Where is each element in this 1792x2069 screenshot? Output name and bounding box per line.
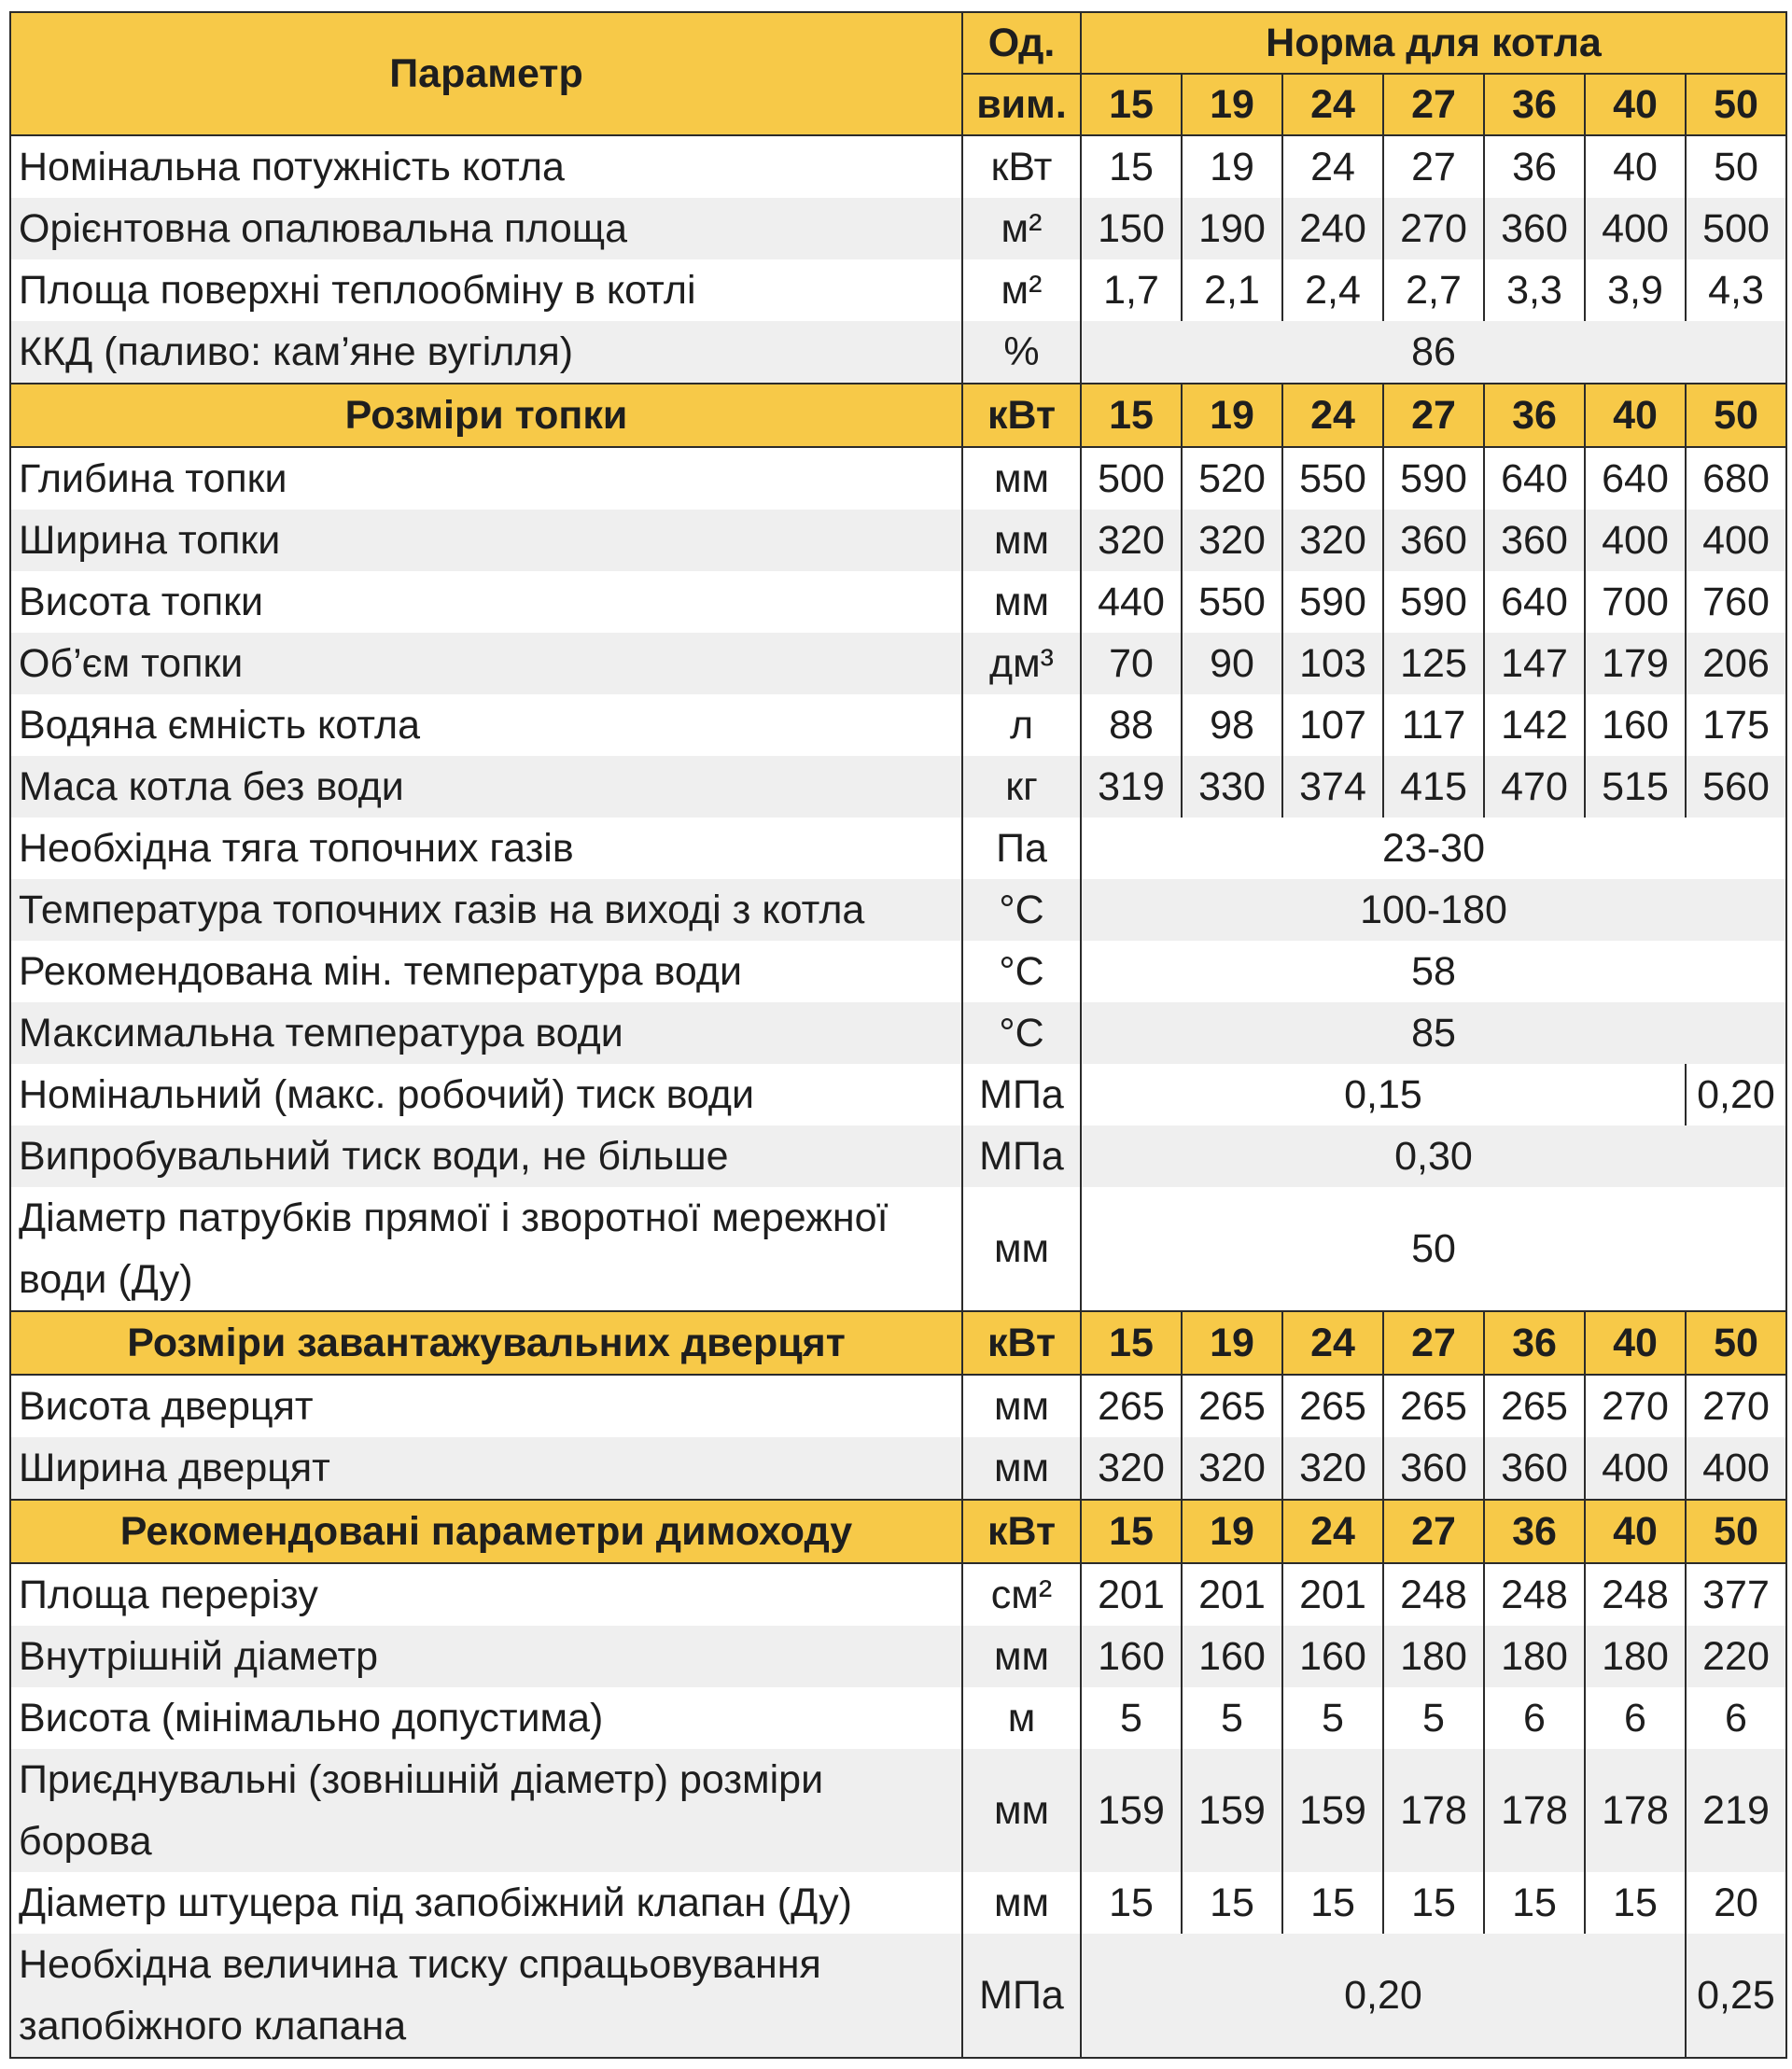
section-title: Розміри завантажувальних дверцят: [10, 1311, 962, 1375]
row-param: Водяна ємність котла: [10, 694, 962, 756]
row-value: 319: [1081, 756, 1182, 818]
row-value: 680: [1686, 447, 1786, 510]
row-param: Номінальний (макс. робочий) тиск води: [10, 1064, 962, 1125]
row-value: 50: [1686, 135, 1786, 198]
section-model: 19: [1182, 1500, 1282, 1563]
row-value: 360: [1484, 198, 1585, 259]
header-model: 27: [1383, 74, 1484, 135]
row-value: 178: [1484, 1749, 1585, 1872]
row-value: 3,3: [1484, 259, 1585, 321]
row-unit: МПа: [962, 1934, 1081, 2058]
row-param: Глибина топки: [10, 447, 962, 510]
row-value: 142: [1484, 694, 1585, 756]
row-value: 103: [1282, 633, 1383, 694]
table-row: [10, 1934, 1786, 2058]
row-value: 201: [1081, 1563, 1182, 1626]
row-param: Площа перерізу: [10, 1563, 962, 1626]
row-value: 320: [1081, 510, 1182, 571]
row-value: 6: [1484, 1687, 1585, 1749]
section-model: 27: [1383, 1500, 1484, 1563]
row-value: 15: [1585, 1872, 1686, 1934]
row-value: 160: [1182, 1626, 1282, 1687]
section-header: [10, 384, 1786, 447]
row-param: Внутрішній діаметр: [10, 1626, 962, 1687]
row-param: Орієнтовна опалювальна площа: [10, 198, 962, 259]
row-value: 2,4: [1282, 259, 1383, 321]
row-value-merged: 0,15: [1081, 1064, 1686, 1125]
row-value: 40: [1585, 135, 1686, 198]
section-model: 24: [1282, 384, 1383, 447]
row-value: 175: [1686, 694, 1786, 756]
row-value: 4,3: [1686, 259, 1786, 321]
table-row: [10, 1687, 1786, 1749]
section-model: 19: [1182, 384, 1282, 447]
row-param: Ширина дверцят: [10, 1437, 962, 1500]
section-unit: кВт: [962, 1311, 1081, 1375]
table-row: [10, 321, 1786, 384]
row-unit: °C: [962, 879, 1081, 941]
section-model: 15: [1081, 1500, 1182, 1563]
row-value-last: 0,20: [1686, 1064, 1786, 1125]
row-value: 470: [1484, 756, 1585, 818]
row-value: 400: [1585, 198, 1686, 259]
table-row: [10, 510, 1786, 571]
header-model: 36: [1484, 74, 1585, 135]
row-unit: мм: [962, 447, 1081, 510]
row-unit: м: [962, 1687, 1081, 1749]
row-value: 15: [1081, 135, 1182, 198]
row-param: Максимальна температура води: [10, 1002, 962, 1064]
row-value: 248: [1383, 1563, 1484, 1626]
row-unit: Па: [962, 818, 1081, 879]
row-value: 400: [1585, 510, 1686, 571]
row-value: 550: [1182, 571, 1282, 633]
row-value: 206: [1686, 633, 1786, 694]
row-unit: °C: [962, 1002, 1081, 1064]
section-model: 15: [1081, 384, 1182, 447]
row-param: Висота дверцят: [10, 1375, 962, 1437]
row-value: 15: [1081, 1872, 1182, 1934]
row-value: 24: [1282, 135, 1383, 198]
row-unit: л: [962, 694, 1081, 756]
row-value: 330: [1182, 756, 1282, 818]
row-value: 125: [1383, 633, 1484, 694]
section-header: [10, 1500, 1786, 1563]
table-row: [10, 1626, 1786, 1687]
row-value: 159: [1282, 1749, 1383, 1872]
row-value: 265: [1182, 1375, 1282, 1437]
row-unit: мм: [962, 1749, 1081, 1872]
row-value: 2,1: [1182, 259, 1282, 321]
row-value-merged: 23-30: [1081, 818, 1786, 879]
row-unit: м²: [962, 259, 1081, 321]
row-value: 265: [1484, 1375, 1585, 1437]
section-model: 27: [1383, 1311, 1484, 1375]
row-value: 270: [1585, 1375, 1686, 1437]
row-value: 515: [1585, 756, 1686, 818]
row-value: 150: [1081, 198, 1182, 259]
row-value-merged: 0,30: [1081, 1125, 1786, 1187]
row-param: Номінальна потужність котла: [10, 135, 962, 198]
row-value: 320: [1182, 510, 1282, 571]
boiler-spec-table: [9, 11, 1787, 2059]
table-row: [10, 1064, 1786, 1125]
table-row: [10, 135, 1786, 198]
row-value: 248: [1484, 1563, 1585, 1626]
row-value: 190: [1182, 198, 1282, 259]
row-param: Ширина топки: [10, 510, 962, 571]
row-value: 640: [1484, 571, 1585, 633]
row-value: 36: [1484, 135, 1585, 198]
header-row: [10, 12, 1786, 74]
header-model: 24: [1282, 74, 1383, 135]
row-value: 415: [1383, 756, 1484, 818]
row-value: 248: [1585, 1563, 1686, 1626]
row-value: 270: [1686, 1375, 1786, 1437]
row-value: 320: [1282, 1437, 1383, 1500]
row-value: 19: [1182, 135, 1282, 198]
row-value: 1,7: [1081, 259, 1182, 321]
table-row: [10, 879, 1786, 941]
row-param: Випробувальний тиск води, не більше: [10, 1125, 962, 1187]
table-row: [10, 1563, 1786, 1626]
section-model: 40: [1585, 1500, 1686, 1563]
section-model: 36: [1484, 1311, 1585, 1375]
table-row: [10, 1125, 1786, 1187]
row-value: 3,9: [1585, 259, 1686, 321]
row-value: 500: [1081, 447, 1182, 510]
table-row: [10, 447, 1786, 510]
row-unit: мм: [962, 1626, 1081, 1687]
row-param: Об’єм топки: [10, 633, 962, 694]
row-value: 201: [1182, 1563, 1282, 1626]
row-value-merged: 58: [1081, 941, 1786, 1002]
row-param: Висота (мінімально допустима): [10, 1687, 962, 1749]
section-model: 24: [1282, 1311, 1383, 1375]
section-model: 27: [1383, 384, 1484, 447]
row-value: 590: [1282, 571, 1383, 633]
section-model: 36: [1484, 1500, 1585, 1563]
table-row: [10, 633, 1786, 694]
row-param: Приєднувальні (зовнішній діаметр) розміри борова: [10, 1749, 962, 1872]
table-row: [10, 198, 1786, 259]
header-model: 50: [1686, 74, 1786, 135]
row-value: 5: [1282, 1687, 1383, 1749]
row-value: 640: [1484, 447, 1585, 510]
row-param: Діаметр штуцера під запобіжний клапан (Ду): [10, 1872, 962, 1934]
row-value: 520: [1182, 447, 1282, 510]
table-row: [10, 1187, 1786, 1311]
table-row: [10, 1437, 1786, 1500]
row-unit: мм: [962, 1187, 1081, 1311]
row-value-merged: 100-180: [1081, 879, 1786, 941]
row-unit: кВт: [962, 135, 1081, 198]
row-value: 15: [1182, 1872, 1282, 1934]
section-model: 40: [1585, 384, 1686, 447]
row-value-last: 0,25: [1686, 1934, 1786, 2058]
row-value: 219: [1686, 1749, 1786, 1872]
row-value: 179: [1585, 633, 1686, 694]
row-value: 500: [1686, 198, 1786, 259]
table-row: [10, 756, 1786, 818]
row-value: 107: [1282, 694, 1383, 756]
section-model: 50: [1686, 1311, 1786, 1375]
row-value: 440: [1081, 571, 1182, 633]
row-param: Висота топки: [10, 571, 962, 633]
table-row: [10, 571, 1786, 633]
row-value: 98: [1182, 694, 1282, 756]
row-unit: мм: [962, 1872, 1081, 1934]
row-value: 5: [1383, 1687, 1484, 1749]
header-model: 19: [1182, 74, 1282, 135]
header-norm: Норма для котла: [1081, 12, 1786, 74]
row-value: 560: [1686, 756, 1786, 818]
row-value: 2,7: [1383, 259, 1484, 321]
row-value: 88: [1081, 694, 1182, 756]
header-unit: Од.: [962, 12, 1081, 74]
row-value: 320: [1081, 1437, 1182, 1500]
row-value-merged: 86: [1081, 321, 1786, 384]
row-unit: дм³: [962, 633, 1081, 694]
row-value: 160: [1081, 1626, 1182, 1687]
table-row: [10, 1375, 1786, 1437]
row-value: 320: [1282, 510, 1383, 571]
header-unit-line2: вим.: [962, 74, 1081, 135]
row-value: 6: [1686, 1687, 1786, 1749]
row-value: 265: [1383, 1375, 1484, 1437]
section-model: 50: [1686, 1500, 1786, 1563]
row-value: 27: [1383, 135, 1484, 198]
row-value: 700: [1585, 571, 1686, 633]
row-value: 220: [1686, 1626, 1786, 1687]
table-row: [10, 259, 1786, 321]
table-body: [10, 12, 1786, 2058]
row-unit: мм: [962, 510, 1081, 571]
row-param: Необхідна величина тиску спрацьовування запобіжного клапана: [10, 1934, 962, 2058]
header-model: 15: [1081, 74, 1182, 135]
row-value: 147: [1484, 633, 1585, 694]
section-model: 50: [1686, 384, 1786, 447]
row-value: 160: [1585, 694, 1686, 756]
row-value: 160: [1282, 1626, 1383, 1687]
row-unit: °C: [962, 941, 1081, 1002]
table-row: [10, 818, 1786, 879]
row-value: 70: [1081, 633, 1182, 694]
row-value: 15: [1282, 1872, 1383, 1934]
row-value: 360: [1383, 510, 1484, 571]
row-unit: см²: [962, 1563, 1081, 1626]
row-param: Необхідна тяга топочних газів: [10, 818, 962, 879]
row-value: 320: [1182, 1437, 1282, 1500]
row-value-merged: 85: [1081, 1002, 1786, 1064]
row-value: 6: [1585, 1687, 1686, 1749]
row-value: 360: [1484, 510, 1585, 571]
row-value: 117: [1383, 694, 1484, 756]
section-model: 24: [1282, 1500, 1383, 1563]
row-value: 159: [1182, 1749, 1282, 1872]
row-value: 377: [1686, 1563, 1786, 1626]
row-value: 360: [1383, 1437, 1484, 1500]
row-value: 5: [1081, 1687, 1182, 1749]
row-value: 201: [1282, 1563, 1383, 1626]
section-header: [10, 1311, 1786, 1375]
row-value: 400: [1585, 1437, 1686, 1500]
row-unit: мм: [962, 1375, 1081, 1437]
row-value: 400: [1686, 1437, 1786, 1500]
row-value: 90: [1182, 633, 1282, 694]
row-value-merged: 50: [1081, 1187, 1786, 1311]
row-param: Діаметр патрубків прямої і зворотної мережної води (Ду): [10, 1187, 962, 1311]
row-value: 360: [1484, 1437, 1585, 1500]
row-value: 760: [1686, 571, 1786, 633]
table-row: [10, 941, 1786, 1002]
row-param: Площа поверхні теплообміну в котлі: [10, 259, 962, 321]
row-value-merged: 0,20: [1081, 1934, 1686, 2058]
row-value: 178: [1585, 1749, 1686, 1872]
row-unit: МПа: [962, 1064, 1081, 1125]
row-value: 20: [1686, 1872, 1786, 1934]
row-value: 400: [1686, 510, 1786, 571]
section-model: 40: [1585, 1311, 1686, 1375]
row-param: Маса котла без води: [10, 756, 962, 818]
section-model: 36: [1484, 384, 1585, 447]
row-unit: кг: [962, 756, 1081, 818]
row-value: 590: [1383, 447, 1484, 510]
row-unit: МПа: [962, 1125, 1081, 1187]
section-unit: кВт: [962, 384, 1081, 447]
row-value: 240: [1282, 198, 1383, 259]
row-value: 180: [1383, 1626, 1484, 1687]
row-param: Рекомендована мін. температура води: [10, 941, 962, 1002]
row-value: 159: [1081, 1749, 1182, 1872]
section-title: Розміри топки: [10, 384, 962, 447]
row-value: 5: [1182, 1687, 1282, 1749]
row-value: 265: [1282, 1375, 1383, 1437]
row-value: 270: [1383, 198, 1484, 259]
row-value: 590: [1383, 571, 1484, 633]
row-value: 374: [1282, 756, 1383, 818]
row-unit: мм: [962, 571, 1081, 633]
header-model: 40: [1585, 74, 1686, 135]
row-param: Температура топочних газів на виході з котла: [10, 879, 962, 941]
row-value: 550: [1282, 447, 1383, 510]
section-title: Рекомендовані параметри димоходу: [10, 1500, 962, 1563]
section-unit: кВт: [962, 1500, 1081, 1563]
row-unit: м²: [962, 198, 1081, 259]
row-value: 180: [1585, 1626, 1686, 1687]
row-value: 15: [1383, 1872, 1484, 1934]
row-param: ККД (паливо: кам’яне вугілля): [10, 321, 962, 384]
section-model: 19: [1182, 1311, 1282, 1375]
row-unit: мм: [962, 1437, 1081, 1500]
row-value: 180: [1484, 1626, 1585, 1687]
row-value: 640: [1585, 447, 1686, 510]
row-value: 178: [1383, 1749, 1484, 1872]
row-value: 265: [1081, 1375, 1182, 1437]
section-model: 15: [1081, 1311, 1182, 1375]
header-param: Параметр: [10, 12, 962, 135]
table-row: [10, 694, 1786, 756]
table-row: [10, 1872, 1786, 1934]
row-value: 15: [1484, 1872, 1585, 1934]
table-row: [10, 1002, 1786, 1064]
table-row: [10, 1749, 1786, 1872]
row-unit: %: [962, 321, 1081, 384]
